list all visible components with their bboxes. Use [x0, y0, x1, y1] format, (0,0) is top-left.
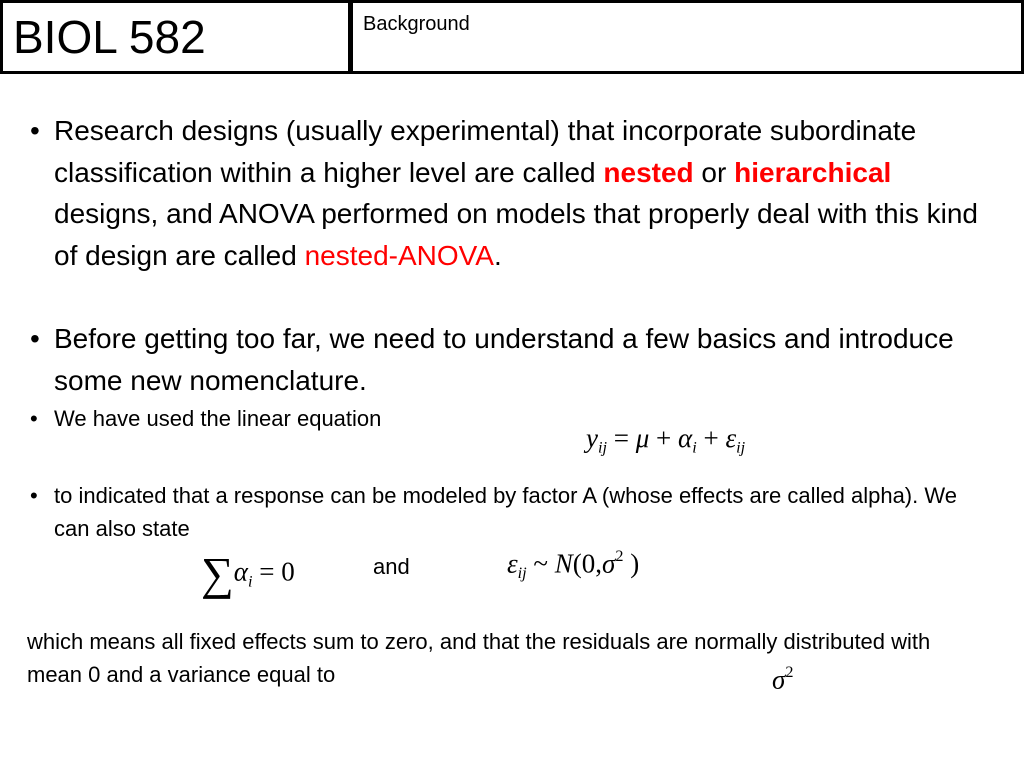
- eq-symbol-alpha: α: [233, 556, 248, 587]
- bullet-text: We have used the linear equation: [54, 406, 382, 431]
- eq-paren-close: ): [623, 548, 640, 579]
- variance-symbol: [772, 664, 793, 693]
- linear-equation: [586, 425, 745, 456]
- eq-plus: +: [696, 423, 726, 453]
- term-hierarchical: hierarchical: [734, 156, 892, 188]
- eq-superscript: 2: [785, 663, 794, 681]
- eq-sum-sign: ∑: [201, 548, 234, 599]
- eq-subscript: ij: [597, 438, 607, 457]
- eq-equals: =: [606, 423, 636, 453]
- bullet-basics: [30, 318, 990, 401]
- sum-equation: [201, 548, 295, 599]
- bullet-factor-a: [30, 479, 990, 545]
- eq-symbol-y: y: [586, 423, 598, 453]
- course-title: BIOL 582: [13, 11, 206, 63]
- eq-symbol-mu: μ: [635, 423, 650, 453]
- bullet-linear-equation: [30, 402, 990, 435]
- eq-symbol-sigma: σ: [602, 548, 616, 579]
- bullet-nested-designs: [30, 110, 990, 276]
- bullet-text: Research designs (usually experimental) that incorporate subordinate classification within a higher level are called: [54, 115, 917, 188]
- closing-paragraph: which means all fixed effects sum to zero, and that the residuals are normally distributed with mean 0 and a variance equal to: [27, 629, 931, 687]
- eq-superscript: 2: [615, 547, 624, 565]
- eq-subscript: i: [692, 438, 697, 457]
- section-title: Background: [363, 13, 470, 35]
- eq-symbol-n: N: [554, 548, 573, 579]
- eq-subscript: ij: [736, 438, 746, 457]
- eq-equals-zero: = 0: [252, 556, 295, 587]
- bullet-text: to indicated that a response can be modeled by factor A (whose effects are called alpha). We can also state: [54, 483, 957, 541]
- and-word: and: [373, 554, 410, 579]
- bullet-text: designs, and ANOVA performed on models that properly deal with this kind of design are called: [54, 198, 978, 271]
- bullet-text: or: [693, 156, 735, 188]
- normal-distribution-equation: [507, 548, 639, 581]
- eq-symbol-sigma: σ: [772, 664, 786, 695]
- eq-paren-open: (0,: [572, 548, 603, 579]
- eq-plus: +: [649, 423, 679, 453]
- course-title-box: [0, 0, 351, 74]
- section-title-box: [351, 0, 1024, 74]
- eq-symbol-alpha: α: [678, 423, 693, 453]
- bullet-text: Before getting too far, we need to understand a few basics and introduce some new nomenclature.: [54, 323, 954, 396]
- bullet-text: .: [493, 239, 502, 271]
- eq-tilde: ~: [526, 548, 555, 579]
- term-nested: nested: [603, 156, 694, 188]
- eq-subscript: ij: [517, 563, 527, 582]
- eq-symbol-epsilon: ε: [725, 423, 737, 453]
- eq-symbol-epsilon: ε: [507, 548, 518, 579]
- term-nested-anova: nested-ANOVA: [304, 239, 494, 271]
- eq-subscript: i: [247, 572, 253, 591]
